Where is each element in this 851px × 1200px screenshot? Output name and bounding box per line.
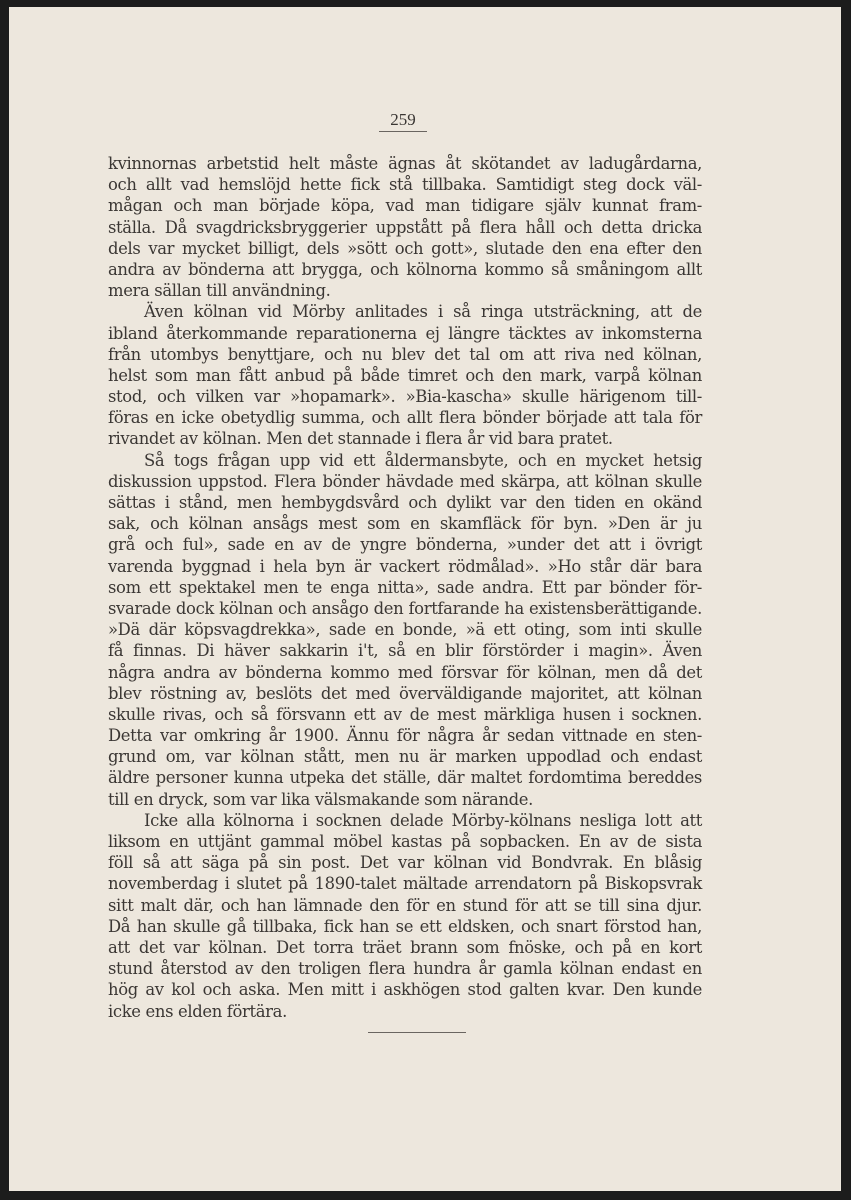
text-line: få finnas. Di häver sakkarin i't, så en blir förstörder i magin». Även — [108, 641, 702, 661]
page-number: 259 — [390, 110, 416, 129]
text-line: från utombys benyttjare, och nu blev det tal om att riva ned kölnan, — [108, 344, 702, 364]
end-rule — [368, 1032, 466, 1033]
text-line: föll så att säga på sin post. Det var kölnan vid Bondvrak. En blåsig — [108, 853, 702, 873]
text-line: »Dä där köpsvagdrekka», sade en bonde, »ä ett oting, som inti skulle — [108, 620, 702, 640]
text-line: varenda byggnad i hela byn är vackert rödmålad». »Ho står där bara — [108, 556, 702, 576]
text-line: skulle rivas, och så försvann ett av de mest märkliga husen i socknen. — [108, 704, 702, 724]
text-line: grund om, var kölnan stått, men nu är marken uppodlad och endast — [108, 747, 702, 767]
paragraph — [108, 301, 702, 449]
paragraph — [108, 153, 702, 301]
text-line: liksom en uttjänt gammal möbel kastas på sopbacken. En av de sista — [108, 832, 702, 851]
text-line: helst som man fått anbud på både timret och den mark, varpå kölnan — [108, 365, 702, 385]
text-line: hög av kol och aska. Men mitt i askhögen stod galten kvar. Den kunde — [108, 980, 702, 1000]
text-line: blev röstning av, beslöts det med överväldigande majoritet, att kölnan — [108, 683, 702, 703]
text-line: rivandet av kölnan. Men det stannade i flera år vid bara pratet. — [108, 429, 613, 449]
text-line: ställa. Då svagdricksbryggerier uppstått på flera håll och detta dricka — [108, 217, 702, 237]
document-page — [9, 7, 841, 1191]
text-line: svarade dock kölnan och ansågo den fortfarande ha existensberättigande. — [108, 598, 702, 618]
text-line: Då han skulle gå tillbaka, fick han se ett eldsken, och snart förstod han, — [108, 916, 702, 936]
text-line: Även kölnan vid Mörby anlitades i så ringa utsträckning, att de — [144, 302, 702, 322]
body-text — [108, 153, 702, 1022]
text-line: grå och ful», sade en av de yngre bönderna, »under det att i övrigt — [108, 535, 702, 555]
text-line: Så togs frågan upp vid ett åldermansbyte, och en mycket hetsig — [144, 450, 702, 470]
text-line: diskussion uppstod. Flera bönder hävdade med skärpa, att kölnan skulle — [108, 471, 702, 491]
text-line: till en dryck, som var lika välsmakande som närande. — [108, 789, 534, 809]
text-line: några andra av bönderna kommo med försvar för kölnan, men då det — [108, 662, 702, 682]
text-line: och allt vad hemslöjd hette fick stå tillbaka. Samtidigt steg dock väl- — [108, 175, 702, 195]
text-line: som ett spektakel men te enga nitta», sade andra. Ett par bönder för- — [108, 577, 702, 597]
text-line: sättas i stånd, men hembygdsvård och dylikt var den tiden en okänd — [108, 493, 702, 512]
text-line: sak, och kölnan ansågs mest som en skamfläck för byn. »Den är ju — [108, 514, 702, 534]
text-line: andra av bönderna att brygga, och kölnorna kommo så småningom allt — [108, 259, 702, 279]
text-line: Detta var omkring år 1900. Ännu för några år sedan vittnade en sten- — [108, 726, 702, 746]
text-line: Icke alla kölnorna i socknen delade Mörby-kölnans nesliga lott att — [144, 810, 702, 830]
text-line: sitt malt där, och han lämnade den för en stund för att se till sina djur. — [108, 895, 702, 915]
text-line: icke ens elden förtära. — [108, 1001, 287, 1021]
text-line: föras en icke obetydlig summa, och allt flera bönder började att tala för — [108, 408, 702, 428]
text-line: kvinnornas arbetstid helt måste ägnas åt skötandet av ladugårdarna, — [108, 154, 702, 173]
text-line: stod, och vilken var »hopamark». »Bia-kascha» skulle härigenom till- — [108, 387, 702, 407]
text-line: dels var mycket billigt, dels »sött och gott», slutade den ena efter den — [108, 238, 702, 258]
paragraph — [108, 810, 702, 1022]
text-line: äldre personer kunna utpeka det ställe, där maltet fordomtima bereddes — [108, 768, 702, 788]
text-line: ibland återkommande reparationerna ej längre täcktes av inkomsterna — [108, 323, 702, 343]
text-line: mera sällan till användning. — [108, 281, 331, 301]
page-number-underline — [379, 131, 427, 132]
text-line: att det var kölnan. Det torra träet brann som fnöske, och på en kort — [108, 937, 702, 957]
text-line: novemberdag i slutet på 1890-talet mältade arrendatorn på Biskopsvrak — [108, 874, 702, 894]
text-line: mågan och man började köpa, vad man tidigare själv kunnat fram- — [108, 196, 702, 216]
paragraph — [108, 450, 702, 810]
text-line: stund återstod av den troligen flera hundra år gamla kölnan endast en — [108, 959, 702, 979]
